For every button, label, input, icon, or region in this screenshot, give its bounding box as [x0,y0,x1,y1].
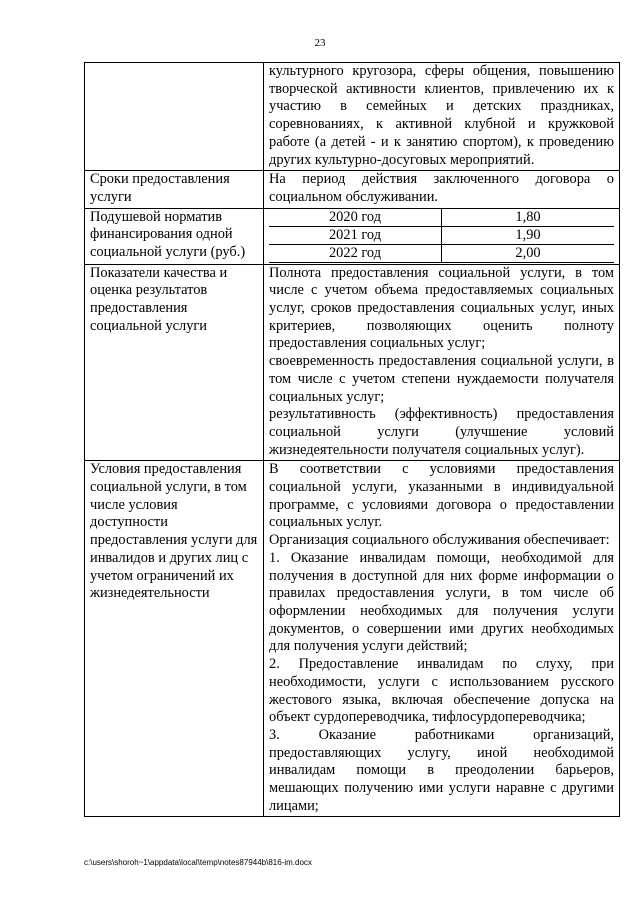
financing-value: 1,80 [442,209,615,227]
table-row [85,461,620,817]
table-row [85,63,620,171]
continuation-text-cell [264,63,620,171]
terms-label: Сроки предоставления услуги [85,171,264,208]
quality-label: Показатели качества и оценка результатов предоставления социальной услуги [85,264,264,461]
quality-paragraph: результативность (эффективность) предоставления социальной услуги (улучшение условий жизнедеятельности получателя социальных услуг). [269,406,614,458]
financing-row [269,244,614,262]
conditions-label: Условия предоставления социальной услуги, в том числе условия доступности предоставления услуги для инвалидов и других лиц с учетом ограничений их жизнедеятельности [85,461,264,817]
conditions-paragraph: 2. Предоставление инвалидам по слуху, при необходимости, услуги с использованием русского жестового языка, включая обеспечение допуска на объект сурдопереводчика, тифлосурдопереводчика; [269,656,614,726]
table-row [85,171,620,208]
table-row [85,208,620,264]
financing-row [269,209,614,227]
continuation-text: культурного кругозора, сферы общения, повышению творческой активности клиентов, привлечению их к участию в семейных и детских праздниках, соревнованиях, к активной клубной и кружковой работе (а детей - и к занятию спортом), к проведению других культурно-досуговых мероприятий. [269,63,614,168]
conditions-text-cell [264,461,620,817]
quality-text-cell [264,264,620,461]
page-number: 23 [314,37,326,49]
financing-year: 2022 год [269,244,442,262]
service-table [84,62,620,817]
conditions-paragraph: В соответствии с условиями предоставления социальной услуги, указанными в индивидуальной программе, с условиями договора о предоставлении социальных услуг. [269,461,614,531]
financing-label: Подушевой норматив финансирования одной социальной услуги (руб.) [85,208,264,264]
financing-value: 2,00 [442,244,615,262]
terms-text-cell [264,171,620,208]
quality-paragraph: своевременность предоставления социальной услуги, в том числе с учетом степени нуждаемости получателя социальных услуг; [269,353,614,405]
file-path-footer: c:\users\shoroh~1\appdata\local\temp\notes87944b\816-im.docx [84,858,312,867]
terms-text: На период действия заключенного договора о социальном обслуживании. [269,171,614,205]
financing-year: 2021 год [269,226,442,244]
quality-paragraph: Полнота предоставления социальной услуги, в том числе с учетом объема предоставляемых социальных услуг, сроков предоставления социальных услуг, иных критериев, позволяющих оценить полноту предоставления социальных услуг; [269,264,614,352]
financing-row [269,226,614,244]
financing-table [269,209,614,263]
conditions-paragraph: 1. Оказание инвалидам помощи, необходимой для получения в доступной для них форме информации о правилах предоставления услуги, в том числе об оформлении необходимых для получения услуги документов, о совершении ими других необходимых для получения услуги действий; [269,549,614,655]
financing-value: 1,90 [442,226,615,244]
continuation-label-cell [85,63,264,171]
financing-year: 2020 год [269,209,442,227]
conditions-paragraph: 3. Оказание работниками организаций, предоставляющих услугу, иной необходимой инвалидам помощи в преодолении барьеров, мешающих получению ими услуги наравне с другими лицами; [269,726,614,814]
conditions-paragraph: Организация социального обслуживания обеспечивает: [269,532,610,549]
financing-cell [264,208,620,264]
table-row [85,264,620,461]
